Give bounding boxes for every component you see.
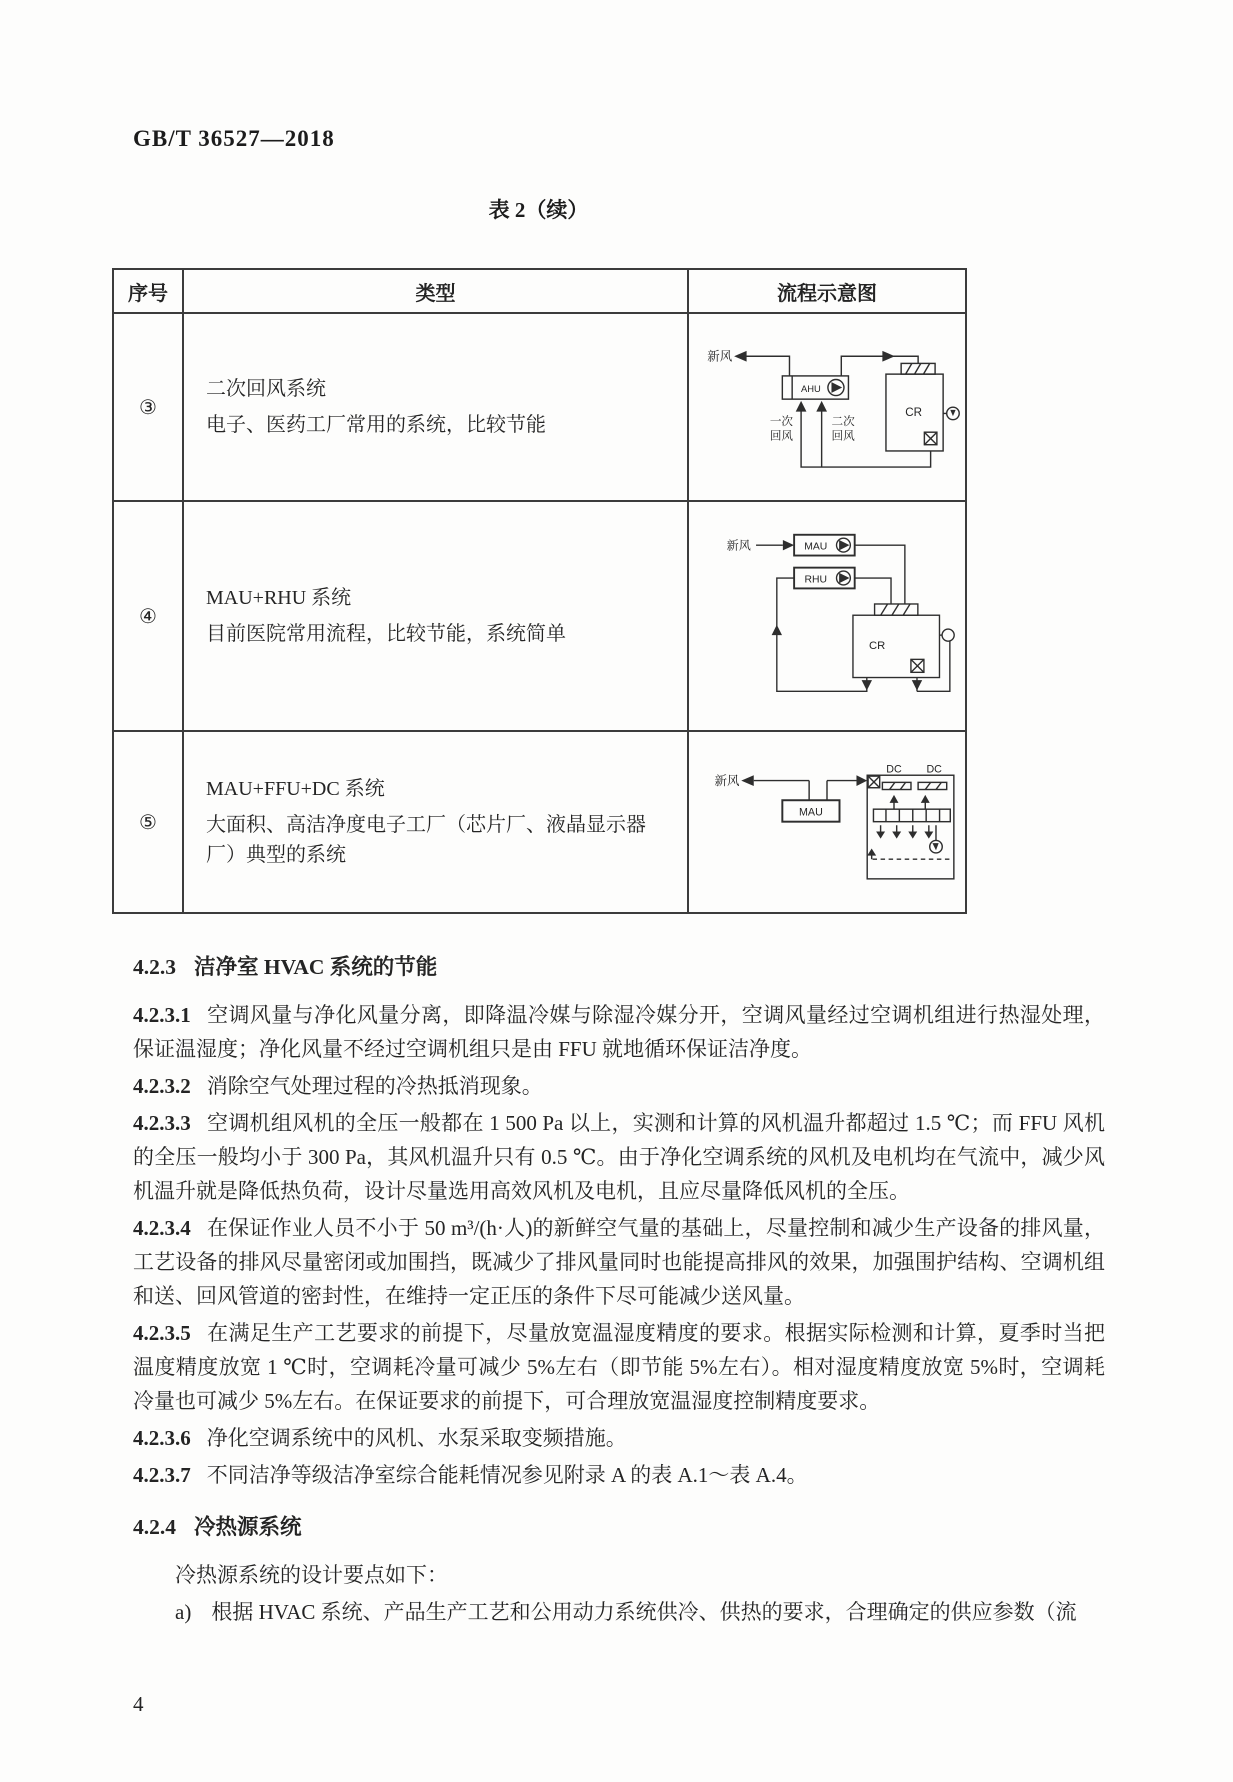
clause-text: 在满足生产工艺要求的前提下，尽量放宽温湿度精度的要求。根据实际检测和计算，夏季时当把温度精度放宽 1 ℃时，空调耗冷量可减少 5%左右（即节能 5%左右）。相对湿度精度放宽 5%时，空调耗冷量也可减少 5%左右。在保证要求的前提下，可合理放宽温湿度控制精度要求。 (133, 1321, 1105, 1413)
clause-text: 空调机组风机的全压一般都在 1 500 Pa 以上，实测和计算的风机温升都超过 1.5 ℃；而 FFU 风机的全压一般均小于 300 Pa，其风机温升只有 0.5 ℃。由于净化空调系统的风机及电机均在气流中，减少风机温升就是降低热负荷，设计尽量选用高效风机及电机，且应尽量降低风机的全压。 (133, 1111, 1105, 1203)
list-item-label: a) (175, 1600, 192, 1624)
primary-return-label: 回风 (769, 428, 794, 442)
body-text (133, 950, 1105, 1629)
row-type-cell (183, 313, 688, 501)
ahu-label: AHU (801, 383, 821, 394)
flow-diagram-cell (688, 501, 966, 731)
primary-return-label: 一次 (769, 414, 794, 428)
table-row (113, 731, 966, 913)
clause-text: 净化空调系统中的风机、水泵采取变频措施。 (206, 1426, 627, 1450)
clause-4-2-3-4 (133, 1211, 1105, 1313)
flow-systems-table (112, 268, 967, 914)
mau-label: MAU (799, 806, 823, 819)
clause-number: 4.2.3 (133, 955, 176, 979)
clause-number: 4.2.3.5 (133, 1321, 191, 1345)
clause-4-2-3-5 (133, 1316, 1105, 1418)
column-header-no: 序号 (113, 269, 183, 313)
clause-4-2-3-6 (133, 1421, 1105, 1455)
diagram-lines (754, 775, 954, 879)
diagram-lines (756, 534, 954, 691)
system-description: 大面积、高洁净度电子工厂（芯片厂、液晶显示器厂）典型的系统 (206, 814, 646, 866)
clause-number: 4.2.3.6 (133, 1426, 191, 1450)
dry-coil-label: DC (926, 763, 942, 776)
flow-diagram-secondary-return (693, 324, 961, 485)
clause-text: 消除空气处理过程的冷热抵消现象。 (206, 1074, 543, 1098)
flow-diagram-cell (688, 313, 966, 501)
fresh-air-label: 新风 (726, 537, 751, 552)
list-item-text: 根据 HVAC 系统、产品生产工艺和公用动力系统供冷、供热的要求，合理确定的供应参数（流 (211, 1600, 1077, 1624)
rhu-label: RHU (804, 573, 827, 585)
flow-diagram-cell (688, 731, 966, 913)
fresh-air-label: 新风 (714, 774, 740, 789)
secondary-return-label: 回风 (831, 428, 855, 442)
clause-4-2-3-3 (133, 1106, 1105, 1208)
section-heading-4-2-4 (133, 1510, 1105, 1544)
system-name: MAU+RHU 系统 (206, 587, 352, 609)
diagram-lines (745, 356, 959, 467)
clause-4-2-3-2 (133, 1069, 1105, 1103)
mau-label: MAU (804, 540, 828, 552)
page-number: 4 (133, 1692, 144, 1716)
fresh-air-label: 新风 (707, 349, 733, 364)
cleanroom-label: CR (869, 639, 886, 652)
table-row (113, 313, 966, 501)
row-number: ④ (113, 501, 183, 731)
system-name: 二次回风系统 (206, 378, 326, 400)
clause-number: 4.2.3.4 (133, 1216, 191, 1240)
clause-text: 在保证作业人员不小于 50 m³/(h·人)的新鲜空气量的基础上，尽量控制和减少生产设备的排风量，工艺设备的排风尽量密闭或加围挡，既减少了排风量同时也能提高排风的效果，加强围护结构、空调机组和送、回风管道的密封性，在维持一定正压的条件下尽可能减少送风量。 (133, 1216, 1105, 1308)
clause-4-2-3-1 (133, 998, 1105, 1066)
dry-coil-label: DC (886, 763, 902, 776)
section-heading-4-2-3 (133, 950, 1105, 984)
row-number: ③ (113, 313, 183, 501)
clause-number: 4.2.3.1 (133, 1003, 191, 1027)
system-description: 电子、医药工厂常用的系统，比较节能 (206, 414, 546, 436)
clause-number: 4.2.3.2 (133, 1074, 191, 1098)
secondary-return-label: 二次 (831, 414, 855, 428)
table-row (113, 501, 966, 731)
clause-title: 洁净室 HVAC 系统的节能 (194, 955, 438, 979)
diagram-arrows (734, 350, 956, 415)
table-title: 表 2（续） (488, 198, 589, 222)
clause-4-2-3-7 (133, 1458, 1105, 1492)
clause-number: 4.2.3.7 (133, 1463, 191, 1487)
clause-text: 空调风量与净化风量分离，即降温冷媒与除湿冷媒分开，空调风量经过空调机组进行热湿处理，保证温湿度；净化风量不经过空调机组只是由 FFU 就地循环保证洁净度。 (133, 1003, 1105, 1061)
row-type-cell (183, 731, 688, 913)
system-name: MAU+FFU+DC 系统 (206, 778, 385, 800)
flow-diagram-mau-rhu (697, 514, 957, 713)
system-description: 目前医院常用流程，比较节能，系统简单 (206, 623, 566, 645)
column-header-type: 类型 (183, 269, 688, 313)
row-number: ⑤ (113, 731, 183, 913)
flow-diagram-mau-ffu-dc (693, 743, 961, 895)
clause-number: 4.2.4 (133, 1515, 176, 1539)
clause-number: 4.2.3.3 (133, 1111, 191, 1135)
list-item-a (133, 1595, 1105, 1629)
doc-number: GB/T 36527—2018 (133, 126, 335, 151)
row-type-cell (183, 501, 688, 731)
clause-text: 不同洁净等级洁净室综合能耗情况参见附录 A 的表 A.1～表 A.4。 (206, 1463, 808, 1487)
intro-sentence: 冷热源系统的设计要点如下： (175, 1563, 448, 1587)
cleanroom-label: CR (905, 405, 923, 419)
table-header-row (113, 269, 966, 313)
column-header-diagram: 流程示意图 (688, 269, 966, 313)
clause-title: 冷热源系统 (194, 1515, 302, 1539)
